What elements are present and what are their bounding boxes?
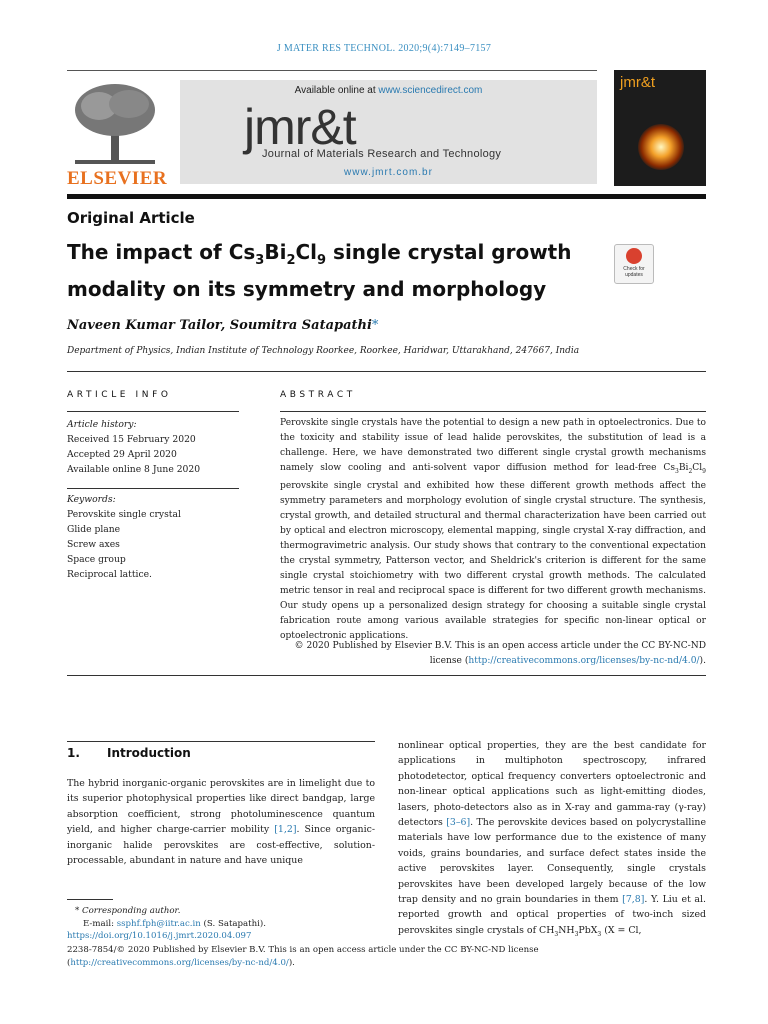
section-title: Introduction — [107, 746, 191, 760]
corresponding-author-mark[interactable]: * — [371, 318, 379, 333]
title-text: modality on its symmetry and morphology — [67, 277, 547, 301]
corresponding-footnote — [67, 905, 266, 931]
abstract-text-part: Perovskite single crystals have the potential to design a new path in optoelectronics. Due to the toxicity and stability issue of lead halide perovskites, the substitution of lead is a challenge. Here, we have demonstrated two different single crystal growth mechanisms namely slow cooling and anti-solvent vapor diffusion method for lead-free Cs — [280, 418, 706, 473]
journal-url-link[interactable]: www.jmrt.com.br — [344, 167, 433, 178]
article-type: Original Article — [67, 209, 195, 227]
email-link[interactable]: ssphf.fph@iitr.ac.in — [116, 919, 201, 929]
doi-link[interactable]: https://doi.org/10.1016/j.jmrt.2020.04.097 — [67, 931, 252, 941]
corresponding-label: * Corresponding author. — [75, 906, 181, 916]
body-text: . Since organic-inorganic halide perovskites are cost-effective, solution-processable, abundant in nature and have unique — [67, 824, 375, 867]
body-text: . The perovskite devices based on polycrystalline materials have low performance due to the existence of many voids, grains boundaries, and surface defect states inside the active perovskites layer. Consequently, single crystals perovskites have been developed largely because of the low trap density and no grain boundaries in them — [398, 817, 706, 906]
history-label: Article history: — [67, 419, 137, 430]
abstract-sub: 2 — [688, 467, 693, 475]
keyword: Space group — [67, 554, 126, 565]
formula-sub: 3 — [597, 930, 602, 938]
journal-reference: J MATER RES TECHNOL. 2020;9(4):7149–7157 — [276, 43, 492, 54]
journal-cover-image — [614, 70, 706, 186]
affiliation: Department of Physics, Indian Institute of Technology Roorkee, Roorkee, Haridwar, Uttarakhand, 247667, India — [67, 346, 580, 356]
journal-name: Journal of Materials Research and Technology — [262, 148, 502, 160]
body-column-left — [67, 776, 375, 868]
divider — [67, 675, 706, 676]
citation-link[interactable]: [1,2] — [274, 824, 297, 836]
available-online-label: Available online at — [294, 85, 379, 96]
online-date: Available online 8 June 2020 — [67, 464, 201, 475]
check-updates-label: Check for updates — [623, 266, 645, 278]
body-text: . Y. Liu et al. reported growth and optical properties of two-inch sized perovskites single crystals of CH — [398, 894, 706, 936]
article-info-heading: ARTICLE INFO — [67, 390, 172, 400]
check-for-updates-button[interactable] — [614, 244, 654, 284]
available-online-line — [180, 85, 597, 96]
body-text: The hybrid inorganic-organic perovskites are in limelight due to its superior photophysical properties like direct bandgap, large absorption coefficient, strong photoluminescence quantum yield, and higher charge-carrier mobility — [67, 778, 375, 836]
article-history — [67, 417, 200, 477]
accepted-date: Accepted 29 April 2020 — [67, 449, 177, 460]
header-thick-divider — [67, 194, 706, 199]
jmrt-logo: jmr&t — [244, 99, 356, 155]
title-text: Cl — [295, 240, 318, 264]
body-column-right — [398, 738, 706, 942]
body-text: NH — [558, 924, 575, 936]
issn-license — [67, 944, 707, 970]
author-list — [67, 318, 378, 333]
issn-license-link[interactable]: http://creativecommons.org/licenses/by-nc-nd/4.0/ — [70, 958, 289, 968]
citation-link[interactable]: [3–6] — [446, 817, 471, 829]
abstract-license — [280, 639, 706, 669]
keyword: Screw axes — [67, 539, 120, 550]
sciencedirect-link[interactable]: www.sciencedirect.com — [378, 85, 483, 96]
divider — [67, 411, 239, 412]
title-text: The impact of Cs — [67, 240, 256, 264]
abstract-sub: 9 — [702, 467, 706, 475]
license-link[interactable]: http://creativecommons.org/licenses/by-nc-nd/4.0/ — [468, 656, 700, 666]
title-sub: 9 — [317, 253, 327, 268]
formula-sub: 3 — [574, 930, 579, 938]
issn-text: 2238-7854/© 2020 Published by Elsevier B.V. This is an open access article under the CC BY-NC-ND license ( — [67, 945, 539, 968]
section-heading — [67, 746, 191, 760]
keyword: Glide plane — [67, 524, 121, 535]
title-text: single crystal growth — [326, 240, 572, 264]
issn-text: ). — [288, 958, 295, 968]
email-line — [67, 918, 266, 931]
section-number: 1. — [67, 746, 80, 760]
section-rule — [67, 741, 375, 742]
formula-sub: 3 — [554, 930, 559, 938]
keywords-block — [67, 492, 181, 582]
top-divider — [67, 70, 597, 71]
title-sub: 2 — [286, 253, 296, 268]
body-text: nonlinear optical properties, they are the best candidate for applications in multiphoton spectroscopy, infrared photodetector, optical frequency converters optoelectronic and non-linear optical applications such as light-emitting diodes, lasers, photo-detectors also as in X-ray and gamma-ray (γ-ray) detectors — [398, 740, 706, 829]
keywords-label: Keywords: — [67, 494, 116, 505]
cover-glow-graphic — [638, 124, 684, 170]
abstract-text-part: Cl — [692, 463, 703, 473]
author-names: Naveen Kumar Tailor, Soumitra Satapathi — [67, 318, 372, 333]
citation-link[interactable]: [7,8] — [622, 894, 645, 906]
received-date: Received 15 February 2020 — [67, 434, 196, 445]
license-text: © 2020 Published by Elsevier B.V. This is an open access article under the CC BY-NC-ND license ( — [294, 641, 706, 666]
divider — [67, 371, 706, 372]
abstract-sub: 3 — [675, 467, 679, 475]
title-text: Bi — [264, 240, 287, 264]
abstract-text — [280, 416, 706, 644]
license-text: ). — [699, 656, 706, 666]
email-label: E-mail: — [83, 919, 117, 929]
abstract-heading: ABSTRACT — [280, 390, 356, 400]
email-name: (S. Satapathi). — [200, 919, 266, 929]
keyword: Reciprocal lattice. — [67, 569, 152, 580]
title-sub: 3 — [255, 253, 265, 268]
article-title — [67, 238, 587, 303]
body-text: PbX — [578, 924, 598, 936]
journal-banner — [180, 80, 597, 184]
divider — [280, 411, 706, 412]
footnote-rule — [67, 899, 113, 900]
abstract-text-part: perovskite single crystal and exhibited how these different growth methods affect the symmetry parameters and morphology evolution of single crystal structure. The synthesis, crystal growth, and detailed structural and thermal characterization have been carried out by optical and electron microscopy, elemental mapping, single crystal X-ray diffraction, and thermogravimetric analysis. Our study shows that contrary to the conventional expectation the crystal symmetry, Patterson vector, and Sheldrick's criterion is different for the same single crystal stoichiometry with two different crystal growth methods. The calculated metric tensor in real and reciprocal space is different for two different growth mechanisms. Our study opens up a personalized design strategy for choosing a suitable single crystal fabrication route among various available strategies for specific non-linear optical or optoelectronic applications. — [280, 480, 706, 641]
bookmark-icon — [626, 248, 642, 264]
keyword: Perovskite single crystal — [67, 509, 181, 520]
elsevier-wordmark: ELSEVIER — [67, 168, 168, 189]
cover-title: jmr&t — [620, 74, 655, 91]
abstract-text-part: Bi — [678, 463, 689, 473]
body-text: (X = Cl, — [601, 924, 642, 936]
divider — [67, 488, 239, 489]
